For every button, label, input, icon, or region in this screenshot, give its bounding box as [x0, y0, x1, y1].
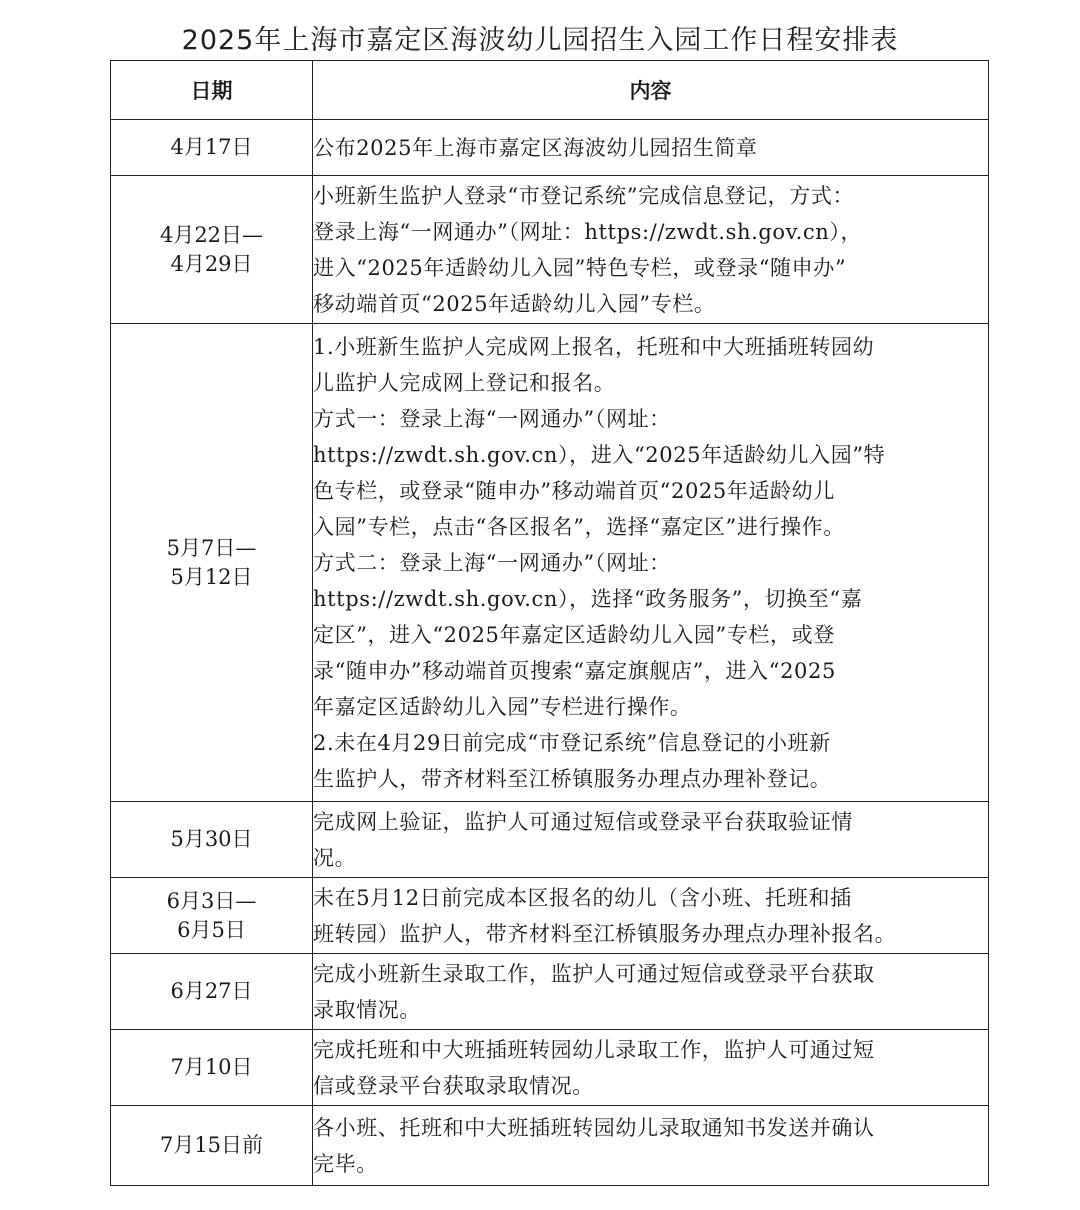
content-line: 方式二：登录上海“一网通办”（网址： — [313, 550, 671, 575]
date-line: 6月27日 — [170, 979, 253, 1003]
table-row — [111, 1106, 989, 1186]
table-row — [111, 878, 989, 954]
content-line: 1.小班新生监护人完成网上报名，托班和中大班插班转园幼 — [313, 334, 875, 359]
date-line: 6月3日— — [166, 888, 257, 913]
content-line: 定区”，进入“2025年嘉定区适龄幼儿入园”专栏，或登 — [313, 622, 835, 647]
content-line: 录“随申办”移动端首页搜索“嘉定旗舰店”，进入“2025 — [313, 658, 836, 683]
date-cell — [111, 176, 313, 324]
date-line: 6月5日 — [177, 917, 246, 942]
content-cell — [313, 1106, 989, 1186]
content-line: 况。 — [313, 845, 357, 870]
content-cell — [313, 1030, 989, 1106]
content-line: 方式一：登录上海“一网通办”（网址： — [313, 406, 671, 431]
header-date: 日期 — [111, 61, 313, 120]
date-line: 7月10日 — [170, 1055, 253, 1079]
content-line: 信或登录平台获取录取情况。 — [313, 1073, 594, 1098]
date-cell — [111, 324, 313, 802]
content-cell — [313, 324, 989, 802]
content-line: 完毕。 — [313, 1151, 378, 1176]
content-line: 未在5月12日前完成本区报名的幼儿（含小班、托班和插 — [313, 885, 852, 910]
content-line: 各小班、托班和中大班插班转园幼儿录取通知书发送并确认 — [313, 1115, 875, 1140]
date-line: 7月15日前 — [159, 1133, 264, 1157]
date-line: 4月22日— — [159, 222, 264, 247]
date-line: 5月7日— — [166, 535, 257, 560]
content-line: 录取情况。 — [313, 997, 421, 1022]
date-cell — [111, 120, 313, 176]
date-cell — [111, 1030, 313, 1106]
table-row — [111, 176, 989, 324]
content-line: https://zwdt.sh.gov.cn），选择“政务服务”，切换至“嘉 — [313, 586, 863, 611]
content-line: 色专栏，或登录“随申办”移动端首页“2025年适龄幼儿 — [313, 478, 835, 503]
content-line: 班转园）监护人，带齐材料至江桥镇服务办理点办理补报名。 — [313, 921, 897, 946]
content-cell — [313, 120, 989, 176]
date-line: 5月30日 — [170, 827, 253, 851]
content-line: 移动端首页“2025年适龄幼儿入园”专栏。 — [313, 291, 716, 316]
content-line: 完成托班和中大班插班转园幼儿录取工作，监护人可通过短 — [313, 1037, 875, 1062]
date-cell — [111, 802, 313, 878]
page-title: 2025年上海市嘉定区海波幼儿园招生入园工作日程安排表 — [181, 25, 899, 56]
content-line: 进入“2025年适龄幼儿入园”特色专栏，或登录“随申办” — [313, 255, 847, 280]
content-line: 公布2025年上海市嘉定区海波幼儿园招生简章 — [313, 135, 758, 160]
content-cell — [313, 176, 989, 324]
content-line: 年嘉定区适龄幼儿入园”专栏进行操作。 — [313, 694, 692, 719]
date-cell — [111, 878, 313, 954]
table-row — [111, 1030, 989, 1106]
content-line: 小班新生监护人登录“市登记系统”完成信息登记，方式： — [313, 183, 855, 208]
content-line: 2.未在4月29日前完成“市登记系统”信息登记的小班新 — [313, 730, 831, 755]
table-header-row — [111, 61, 989, 120]
table-row — [111, 120, 989, 176]
content-cell — [313, 802, 989, 878]
table-row — [111, 324, 989, 802]
content-line: 儿监护人完成网上登记和报名。 — [313, 370, 616, 395]
table-row — [111, 802, 989, 878]
table-row — [111, 954, 989, 1030]
content-line: 登录上海“一网通办”（网址：https://zwdt.sh.gov.cn）， — [313, 219, 863, 244]
content-line: 完成网上验证，监护人可通过短信或登录平台获取验证情 — [313, 809, 853, 834]
date-line: 4月17日 — [170, 135, 253, 159]
content-line: 完成小班新生录取工作，监护人可通过短信或登录平台获取 — [313, 961, 875, 986]
content-line: 生监护人，带齐材料至江桥镇服务办理点办理补登记。 — [313, 766, 832, 791]
content-cell — [313, 954, 989, 1030]
date-line: 4月29日 — [170, 251, 253, 276]
schedule-table — [110, 60, 989, 1186]
content-line: 入园”专栏，点击“各区报名”，选择“嘉定区”进行操作。 — [313, 514, 845, 539]
header-content: 内容 — [313, 61, 989, 120]
date-cell — [111, 954, 313, 1030]
date-cell — [111, 1106, 313, 1186]
content-cell — [313, 878, 989, 954]
date-line: 5月12日 — [170, 564, 253, 589]
content-line: https://zwdt.sh.gov.cn），进入“2025年适龄幼儿入园”特 — [313, 442, 886, 467]
